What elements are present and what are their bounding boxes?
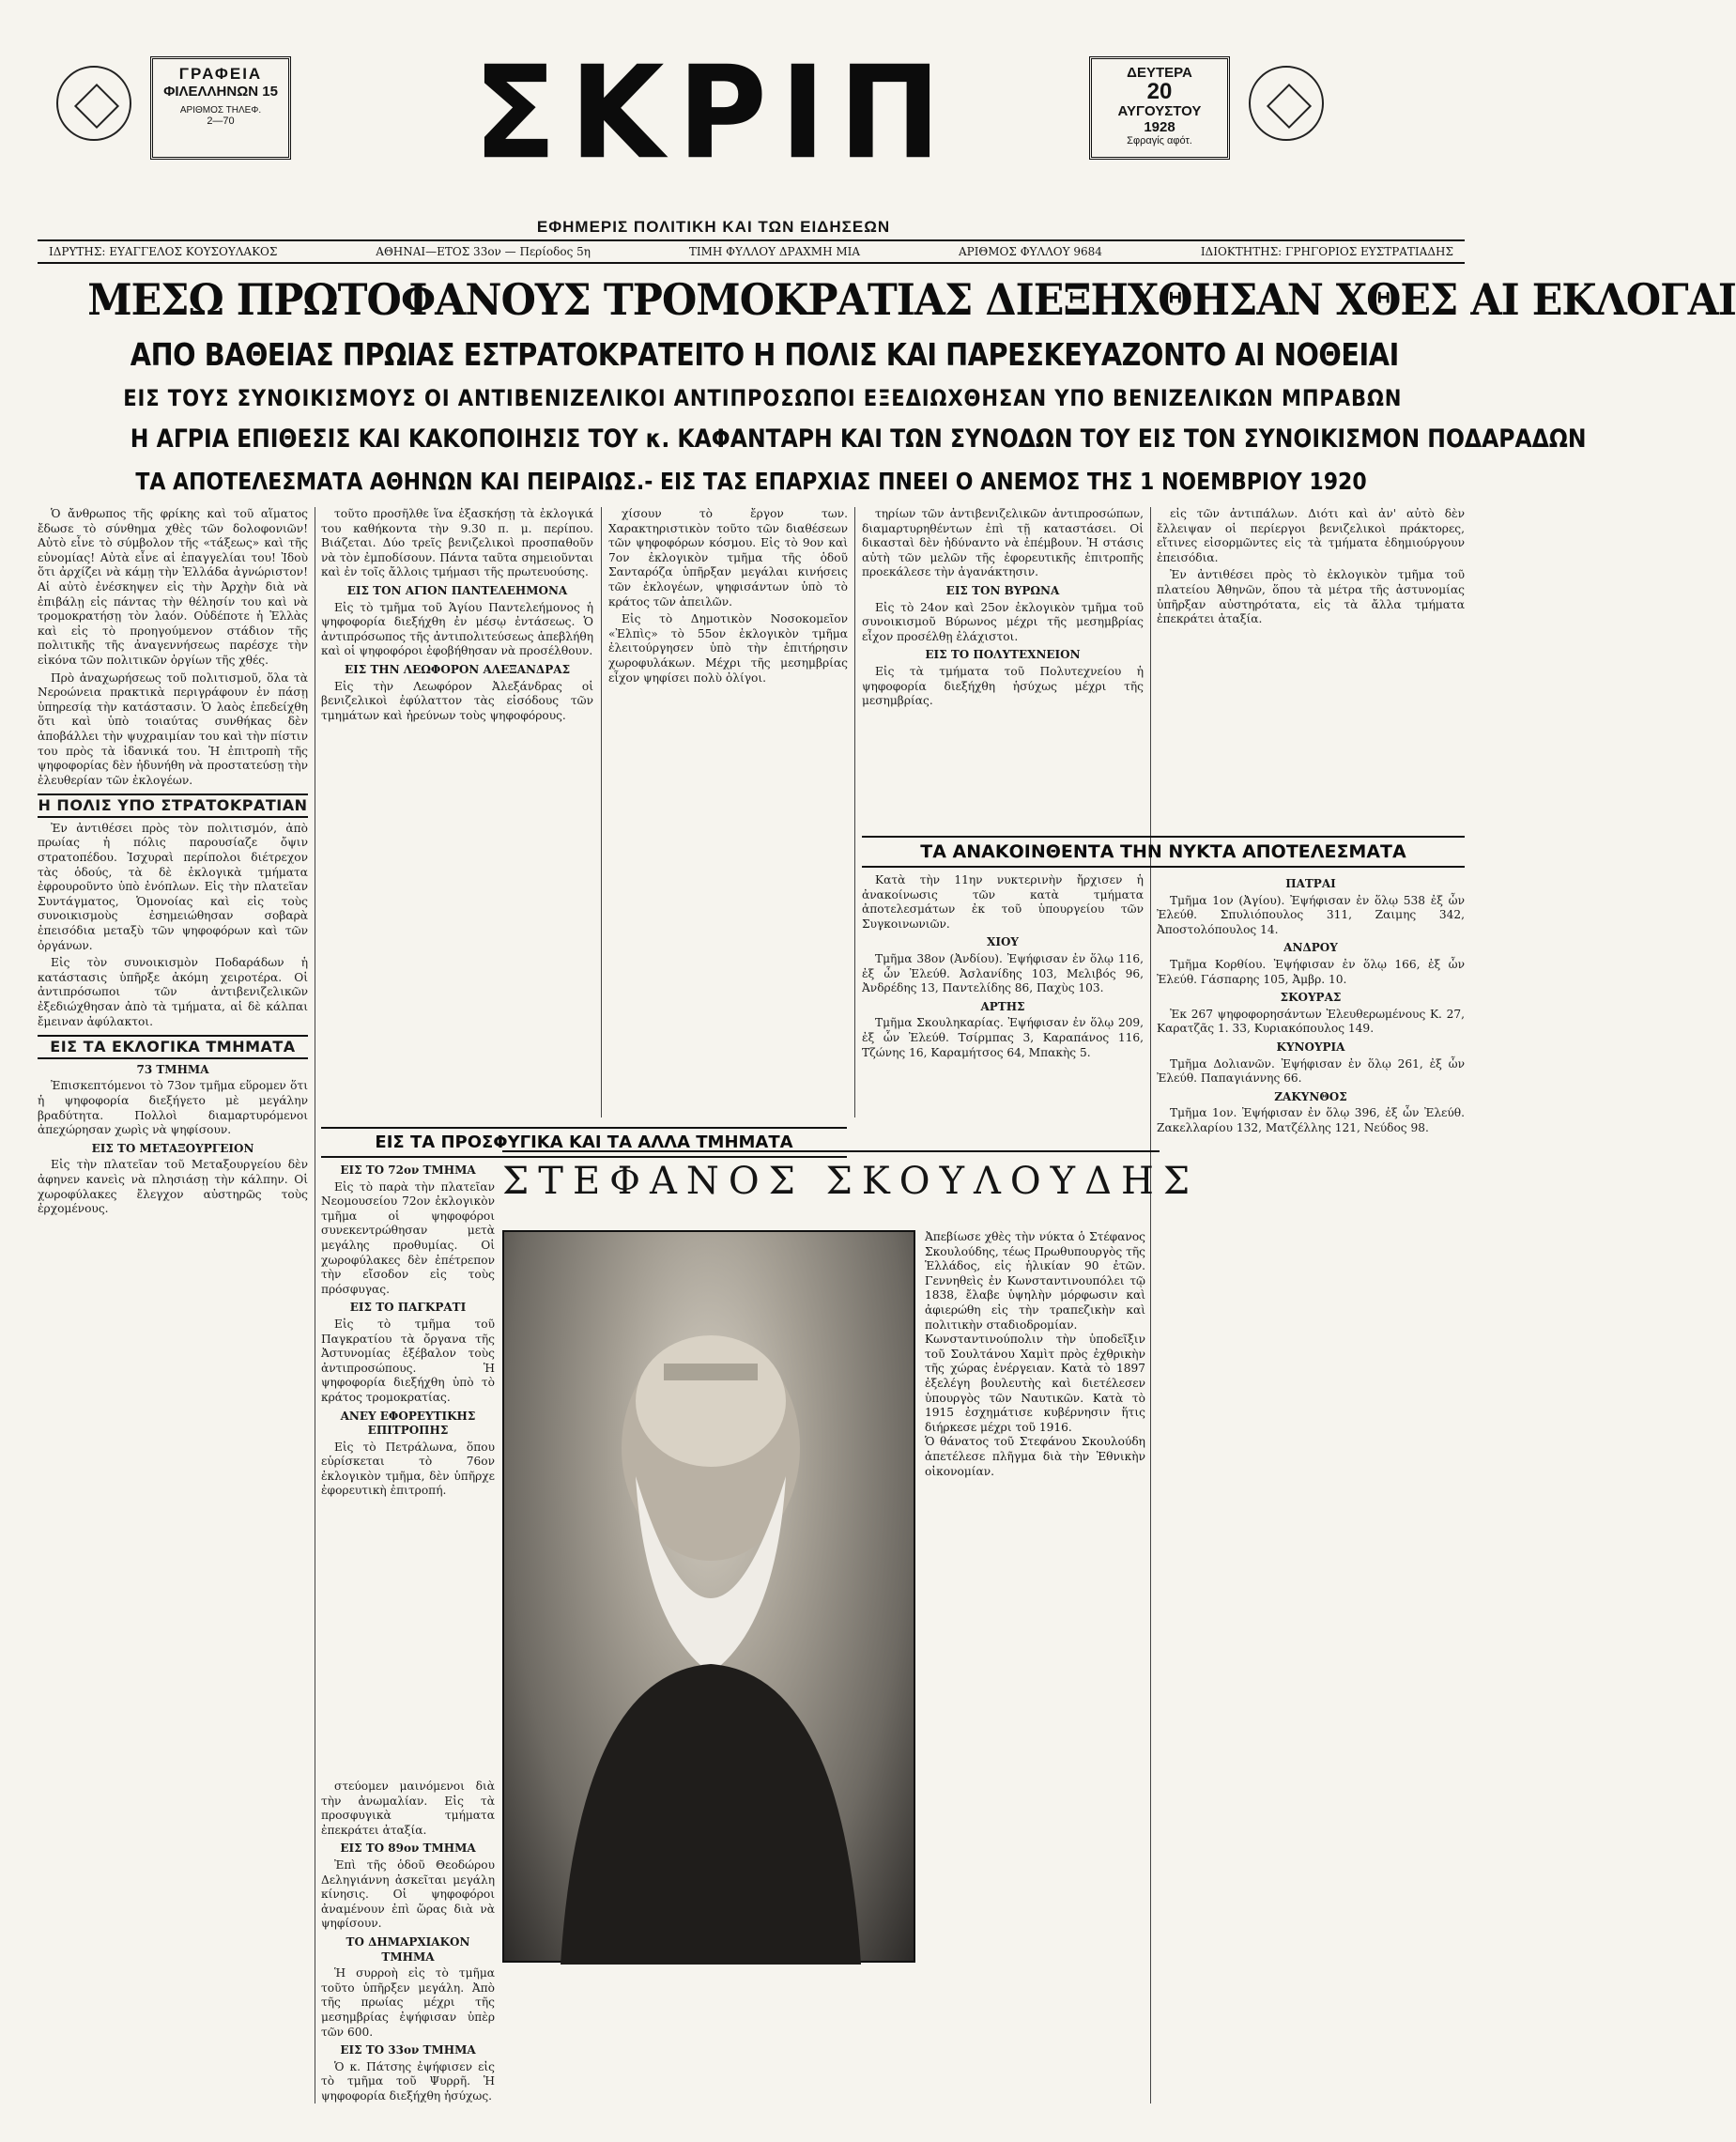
subheading: ΕΙΣ ΤΟ ΜΕΤΑΞΟΥΡΓΕΙΟΝ xyxy=(91,1141,254,1155)
newspaper-subtitle: ΕΦΗΜΕΡΙΣ ΠΟΛΙΤΙΚΗ ΚΑΙ ΤΩΝ ΕΙΔΗΣΕΩΝ xyxy=(536,218,891,236)
column-rule xyxy=(601,507,602,1117)
price: ΤΙΜΗ ΦΥΛΛΟΥ ΔΡΑΧΜΗ ΜΙΑ xyxy=(688,245,861,258)
article-text: εἰς τῶν ἀντιπάλων. Διότι καὶ ἀν' αὐτὸ δὲν ἔλλειψαν οἱ περίεργοι βενιζελικοὶ πράκτορες, εἴτινες εἰσορμῶντες εἰς τὰ τμήματα ἐδημιούργουν ἐπεισόδια. xyxy=(1157,507,1465,564)
results-text: Τμῆμα 1ον. Ἐψήφισαν ἐν ὅλῳ 396, ἐξ ὧν Ἐλεύθ. Ζακελλαρίου 132, Ματζέλλης 121, Νεύδος 98. xyxy=(1157,1106,1465,1134)
results-region: ΧΙΟΥ xyxy=(987,935,1019,949)
results-text: Κατὰ τὴν 11ην νυκτερινὴν ἤρχισεν ἡ ἀνακοίνωσις τῶν κατὰ τμήματα ἀποτελεσμάτων ἐκ τοῦ ὑπουργείου τῶν Συγκοινωνιῶν. xyxy=(862,873,1144,931)
results-text: Ἐκ 267 ψηφοφορησάντων Ἐλευθερωμένους Κ. 27, Καρατζᾶς 1. 33, Κυριακόπουλος 149. xyxy=(1157,1007,1465,1036)
column-2 xyxy=(321,507,593,1117)
results-text: Τμῆμα Σκουληκαρίας. Ἐψήφισαν ἐν ὅλῳ 209, ἐξ ὧν Ἐλεύθ. Τσίρμπας 3, Καραπάνος 116, Τζώνης 16, Καραμήτσος 64, Μπακὴς 5. xyxy=(862,1016,1144,1059)
info-bar xyxy=(38,239,1465,264)
article-text: Εἰς τὸ τμῆμα τοῦ Παγκρατίου τὰ ὄργανα τῆς Ἀστυνομίας ἐξέβαλον τοὺς ἀντιπροσώπους. Ἡ ψηφοφορία διεξήχθη ὑπὸ τὸ κράτος τρομοκρατίας. xyxy=(321,1317,495,1404)
phone-number: 2—70 xyxy=(207,116,235,127)
headline-4: Η ΑΓΡΙΑ ΕΠΙΘΕΣΙΣ ΚΑΙ ΚΑΚΟΠΟΙΗΣΙΣ ΤΟΥ κ. ΚΑΦΑΝΤΑΡΗ ΚΑΙ ΤΩΝ ΣΥΝΟΔΩΝ ΤΟΥ ΕΙΣ ΤΟΝ ΣΥΝΟΙΚΙΣΜΟΝ ΠΟΔΑΡΑΔΩΝ xyxy=(130,424,1587,454)
refugee-section-heading: ΕΙΣ ΤΑ ΠΡΟΣΦΥΓΙΚΑ ΚΑΙ ΤΑ ΑΛΛΑ ΤΜΗΜΑΤΑ xyxy=(321,1127,847,1158)
results-region: ΖΑΚΥΝΘΟΣ xyxy=(1274,1089,1347,1103)
results-text: Τμῆμα Κορθίου. Ἐψήφισαν ἐν ὅλῳ 166, ἐξ ὧν Ἐλεύθ. Γάσπαρης 105, Ἀμβρ. 10. xyxy=(1157,957,1465,986)
article-text: τοῦτο προσῆλθε ἵνα ἐξασκήσῃ τὰ ἐκλογικά του καθήκοντα τὴν 9.30 π. μ. περίπου. Βιάζεται. Δύο τρεῖς βενιζελικοὶ προσπαθοῦν νὰ τὸν ἐμποδίσουν. Πάντα ταῦτα σημειοῦνται καὶ ἐν τοῖς ἄλλοις τμήμασι τῆς πρωτευούσης. xyxy=(321,507,593,579)
subheading: ΕΙΣ ΤΟ ΠΟΛΥΤΕΧΝΕΙΟΝ xyxy=(925,648,1081,662)
headline-5: ΤΑ ΑΠΟΤΕΛΕΣΜΑΤΑ ΑΘΗΝΩΝ ΚΑΙ ΠΕΙΡΑΙΩΣ.- ΕΙΣ ΤΑΣ ΕΠΑΡΧΙΑΣ ΠΝΕΕΙ Ο ΑΝΕΜΟΣ ΤΗΣ 1 ΝΟΕΜΒΡΙΟΥ 1920 xyxy=(135,468,1367,495)
newspaper-title: ΣΚΡΙΠ xyxy=(473,38,954,188)
column-3 xyxy=(608,507,848,1117)
article-text: Ἐπισκεπτόμενοι τὸ 73ον τμῆμα εὕρομεν ὅτι ἡ ψηφοφορία διεξήγετο μὲ μεγάλην βραδύτητα. Πολλοὶ διαμαρτυρόμενοι ἀπεχώρησαν χωρὶς νὰ ψηφίσουν. xyxy=(38,1079,308,1137)
date-box xyxy=(1089,56,1230,160)
column-rule xyxy=(854,507,855,1117)
section-heading: Η ΠΟΛΙΣ ΥΠΟ ΣΤΡΑΤΟΚΡΑΤΙΑΝ xyxy=(38,794,308,818)
obituary-column xyxy=(925,1230,1145,1963)
article-text: τηρίων τῶν ἀντιβενιζελικῶν ἀντιπροσώπων, διαμαρτυρηθέντων ἐπὶ τῇ καταστάσει. Οἱ δικασταὶ δὲν ἠδύναντο νὰ ἐπέμβουν. Ἡ στάσις αὐτὴ τῶν μελῶν τῆς ἐφορευτικῆς ἐπιτροπῆς προεκάλεσε τὴν ἀγανάκτησιν. xyxy=(862,507,1144,579)
column-5 xyxy=(1157,507,1465,826)
office-address: ΦΙΛΕΛΛΗΝΩΝ 15 xyxy=(163,84,278,100)
results-text: Τμῆμα 38ον (Ἀνδίου). Ἐψήφισαν ἐν ὅλῳ 116, ἐξ ὧν Ἐλεύθ. Ἀσλανίδης 103, Μελιβός 96, Ἀνδρέδης 13, Παντελίδης 86, Παχὺς 103. xyxy=(862,951,1144,995)
article-text: Εἰς τὸ Δημοτικὸν Νοσοκομεῖον «Ἐλπὶς» τὸ 55ον ἐκλογικὸν τμῆμα ἐλειτούργησεν ὑπὸ τὴν ἐπιτήρησιν χωροφυλάκων. Μέχρι τῆς μεσημβρίας εἶχον ψηφίσει πολὺ ὀλίγοι. xyxy=(608,612,848,685)
subheading: ΕΙΣ ΤΟ 72ον ΤΜΗΜΑ xyxy=(340,1163,476,1177)
article-text: Εἰς τὴν Λεωφόρον Ἀλεξάνδρας οἱ βενιζελικοὶ ἐφύλαττον τὰς εἰσόδους τῶν τμημάτων καὶ ἠρεύνων τοὺς ψηφοφόρους. xyxy=(321,679,593,722)
subheading: ΤΟ ΔΗΜΑΡΧΙΑΚΟΝ ΤΜΗΜΑ xyxy=(346,1934,470,1964)
office-box xyxy=(150,56,291,160)
results-column-right xyxy=(1157,873,1465,2103)
article-text: Ἐπὶ τῆς ὁδοῦ Θεοδώρου Δεληγιάννη ἀσκεῖται μεγάλη κίνησις. Οἱ ψηφοφόροι ἀναμένουν ἐπὶ ὥρας διὰ νὰ ψηφίσουν. xyxy=(321,1857,495,1931)
article-text: Εἰς τὰ τμήματα τοῦ Πολυτεχνείου ἡ ψηφοφορία διεξήχθη ἡσύχως μέχρι τῆς μεσημβρίας. xyxy=(862,664,1144,708)
article-text: Ἐν ἀντιθέσει πρὸς τὸν πολιτισμόν, ἀπὸ πρωίας ἡ πόλις παρουσίαζε ὄψιν στρατοπέδου. Ἰσχυραὶ περίπολοι διέτρεχον τὰς ὁδούς, τὰ δὲ ἐκλογικὰ τμήματα ἐφρουροῦντο ὑπὸ ἐνόπλων. Εἰς τὴν πλατεῖαν Συντάγματος, Ὁμονοίας καὶ εἰς τοὺς συνοικισμοὺς ἐσημειώθησαν σοβαρὰ ἐπεισόδια μεταξὺ τῶν ψηφοφόρων καὶ τῶν ὀργάνων. xyxy=(38,821,308,952)
portrait-photo xyxy=(502,1230,915,1963)
owner: ΙΔΙΟΚΤΗΤΗΣ: ΓΡΗΓΟΡΙΟΣ ΕΥΣΤΡΑΤΙΑΔΗΣ xyxy=(1200,245,1453,258)
article-text: στεύομεν μαινόμενοι διὰ τὴν ἀνωμαλίαν. Εἰς τὰ προσφυγικὰ τμήματα ἐπεκράτει ἀταξία. xyxy=(321,1780,495,1837)
obituary-title: ΣΤΕΦΑΝΟΣ ΣΚΟΥΛΟΥΔΗΣ xyxy=(502,1150,1160,1203)
date-day: 20 xyxy=(1146,79,1173,104)
article-text: Εἰς τὸ Πετράλωνα, ὅπου εὑρίσκεται τὸ 76ον ἐκλογικὸν τμῆμα, δὲν ὑπῆρχε ἐφορευτικὴ ἐπιτροπή. xyxy=(321,1440,495,1498)
results-region: ΠΑΤΡΑΙ xyxy=(1285,877,1336,890)
article-text: χίσουν τὸ ἔργον των. Χαρακτηριστικὸν τοῦτο τῶν διαθέσεων τῶν ψηφοφόρων κόσμου. Εἰς τὸ 9ον καὶ 7ον ἐκλογικὸν τμῆμα τῆς ὁδοῦ Σανταρόζα ὑπῆρξαν μεγάλαι κινήσεις τῶν ἐκλογέων, ψηφισάντων ὑπὸ τὸ κράτος τῶν ἀπειλῶν. xyxy=(608,507,848,609)
article-text: Ὁ ἄνθρωπος τῆς φρίκης καὶ τοῦ αἵματος ἔδωσε τὸ σύνθημα χθὲς τῶν δολοφονιῶν! Αὐτὸ εἶνε τὸ σύμβολον τῆς «τάξεως» καὶ τῆς εὐνομίας! Αὐτὰ εἶνε αἱ ἐπαγγελίαι του! Ἰδοὺ ὅτι ἀρχίζει νὰ κάμῃ τὴν Ἑλλάδα ἀγνώριστον! Αἱ αὐτὸ ἐνέσκηψεν εἰς τὴν Ἀρχὴν διὰ νὰ ἐπιβάλῃ εἰς πάντας τὴν θέλησίν του καὶ νὰ τρομοκρατήσῃ τὸν λαόν. Οὐδέποτε ἡ Ἑλλὰς καὶ εἰς τὸ προηγούμενον στάδιον τῆς πολιτικῆς τῆς ἀναγεννήσεως παρέσχε τὴν εἰκόνα τῶν πολιτικῶν ὀργίων τῆς χθές. xyxy=(38,507,308,667)
issue-number: ΑΡΙΘΜΟΣ ΦΥΛΛΟΥ 9684 xyxy=(958,245,1102,258)
article-text: Εἰς τὸ παρὰ τὴν πλατεῖαν Νεομουσείου 72ον ἐκλογικὸν τμῆμα οἱ ψηφοφόροι συνεκεντρώθησαν μετὰ μεγάλης προθυμίας. Οἱ χωροφύλακες δὲν ἐπέτρεπον τὴν εἴσοδον εἰς τοὺς πρόσφυγας. xyxy=(321,1179,495,1296)
lower-middle-column xyxy=(321,1780,495,2108)
date-year: 1928 xyxy=(1144,119,1175,135)
results-column-left xyxy=(862,873,1144,1146)
subheading: ΕΙΣ ΤΟΝ ΒΥΡΩΝΑ xyxy=(945,583,1060,597)
date-month: ΑΥΓΟΥΣΤΟΥ xyxy=(1117,103,1202,119)
subheading: ΕΙΣ ΤΟ 89ον ΤΜΗΜΑ xyxy=(340,1842,476,1856)
subheading: ΕΙΣ ΤΟ ΠΑΓΚΡΑΤΙ xyxy=(349,1301,467,1315)
subheading: ΕΙΣ ΤΟ 33ον ΤΜΗΜΑ xyxy=(340,2043,476,2057)
article-text: Εἰς τὴν πλατεῖαν τοῦ Μεταξουργείου δὲν ἀφηνεν κανεὶς νὰ πλησιάσῃ τὴν κάλπην. Οἱ χωροφύλακες ἔλεγχον αὐστηρῶς τοὺς ἐρχομένους. xyxy=(38,1158,308,1216)
headline-3: ΕΙΣ ΤΟΥΣ ΣΥΝΟΙΚΙΣΜΟΥΣ ΟΙ ΑΝΤΙΒΕΝΙΖΕΛΙΚΟΙ ΑΝΤΙΠΡΟΣΩΠΟΙ ΕΞΕΔΙΩΧΘΗΣΑΝ ΥΠΟ ΒΕΝΙΖΕΛΙΚΩΝ ΜΠΡΑΒΩΝ xyxy=(123,385,1403,411)
subheading: ΕΙΣ ΤΗΝ ΛΕΩΦΟΡΟΝ ΑΛΕΞΑΝΔΡΑΣ xyxy=(344,662,571,676)
ornament-right-icon xyxy=(1249,66,1324,141)
subheading: 73 ΤΜΗΜΑ xyxy=(136,1062,209,1076)
ornament-left-icon xyxy=(56,66,131,141)
obituary-text: Κωνσταντινούπολιν τὴν ὑποδεῖξιν τοῦ Σουλτάνου Χαμὶτ πρὸς ἐχθρικὴν τῆς χώρας ἐνέργειαν. Κατὰ τὸ 1897 ἐξελέγη βουλευτὴς καὶ διετέλεσεν ὑπουργὸς τῶν Ναυτικῶν. Κατὰ τὸ 1915 ἐσχημάτισε κυβέρνησιν ἥτις διήρκεσε μέχρι τοῦ 1916. xyxy=(925,1333,1145,1434)
phone-label: ΑΡΙΘΜΟΣ ΤΗΛΕΦ. xyxy=(179,105,262,116)
article-text: Ἐν ἀντιθέσει πρὸς τὸ ἐκλογικὸν τμῆμα τοῦ πλατείου Ἀθηνῶν, ὅπου τὰ μέτρα τῆς ἀστυνομίας ὑπῆρξαν αὐστηρότατα, εἰς τὰ ἄλλα τμήματα ἐπεκράτει ἀταξία. xyxy=(1157,568,1465,626)
subheading: ΑΝΕΥ ΕΦΟΡΕΥΤΙΚΗΣ ΕΠΙΤΡΟΠΗΣ xyxy=(340,1409,476,1438)
column-4 xyxy=(862,507,1144,826)
results-region: ΑΡΤΗΣ xyxy=(980,999,1025,1013)
results-region: ΚΥΝΟΥΡΙΑ xyxy=(1276,1040,1345,1054)
section-heading: ΕΙΣ ΤΑ ΕΚΛΟΓΙΚΑ ΤΜΗΜΑΤΑ xyxy=(38,1035,308,1059)
article-text: Ὁ κ. Πάτσης ἐψήφισεν εἰς τὸ τμῆμα τοῦ Ψυρρῆ. Ἡ ψηφοφορία διεξήχθη ἡσύχως. xyxy=(321,2059,495,2103)
article-text: Εἰς τὸ τμῆμα τοῦ Ἁγίου Παντελεήμονος ἡ ψηφοφορία διεξήχθη ἐν μέσῳ ἐντάσεως. Ὁ ἀντιπρόσωπος τῆς ἀντιπολιτεύσεως ἀπεβλήθη καὶ οἱ ψηφοφόροι ἐφοβήθησαν νὰ προσέλθουν. xyxy=(321,600,593,658)
office-label: ΓΡΑΦΕΙΑ xyxy=(178,65,263,83)
obituary-text: Ἀπεβίωσε χθὲς τὴν νύκτα ὁ Στέφανος Σκουλούδης, τέως Πρωθυπουργὸς τῆς Ἑλλάδος, εἰς ἡλικίαν 90 ἐτῶν. Γεννηθεὶς ἐν Κωνσταντινουπόλει τῷ 1838, ἔλαβε ὑψηλὴν μόρφωσιν καὶ ἀφιερώθη εἰς τὴν τραπεζικὴν καὶ πολιτικὴν σταδιοδρομίαν. xyxy=(925,1230,1145,1332)
article-text: Ἡ συρροὴ εἰς τὸ τμῆμα τοῦτο ὑπῆρξεν μεγάλη. Ἀπὸ τῆς πρωίας μέχρι τῆς μεσημβρίας ἐψήφισαν ὑπὲρ τῶν 600. xyxy=(321,1966,495,2039)
results-region: ΑΝΔΡΟΥ xyxy=(1283,941,1338,955)
place-year: ΑΘΗΝΑΙ—ΕΤΟΣ 33ον — Περίοδος 5η xyxy=(376,245,591,258)
headline-2: ΑΠΟ ΒΑΘΕΙΑΣ ΠΡΩΙΑΣ ΕΣΤΡΑΤΟΚΡΑΤΕΙΤΟ Η ΠΟΛΙΣ ΚΑΙ ΠΑΡΕΣΚΕΥΑΖΟΝΤΟ ΑΙ ΝΟΘΕΙΑΙ xyxy=(130,336,1399,373)
column-rule xyxy=(1150,507,1151,2103)
results-region: ΣΚΟΥΡΑΣ xyxy=(1280,991,1342,1005)
weekday: ΔΕΥΤΕΡΑ xyxy=(1127,65,1192,81)
results-heading: ΤΑ ΑΝΑΚΟΙΝΘΕΝΤΑ ΤΗΝ ΝΥΚΤΑ ΑΠΟΤΕΛΕΣΜΑΤΑ xyxy=(862,836,1465,868)
subheading: ΕΙΣ ΤΟΝ ΑΓΙΟΝ ΠΑΝΤΕΛΕΗΜΟΝΑ xyxy=(346,583,568,597)
column-1 xyxy=(38,507,308,2103)
obituary-text: Ὁ θάνατος τοῦ Στεφάνου Σκουλούδη ἀπετέλεσε πλῆγμα διὰ τὴν Ἐθνικὴν οἰκονομίαν. xyxy=(925,1435,1145,1478)
results-text: Τμῆμα Δολιανῶν. Ἐψήφισαν ἐν ὅλῳ 261, ἐξ ὧν Ἐλεύθ. Παπαγιάννης 66. xyxy=(1157,1056,1465,1086)
article-text: Εἰς τὸ 24ον καὶ 25ον ἐκλογικὸν τμῆμα τοῦ συνοικισμοῦ Βύρωνος μέχρι τῆς μεσημβρίας εἶχον προσέλθῃ ἐλάχιστοι. xyxy=(862,600,1144,643)
headline-main: ΜΕΣΩ ΠΡΩΤΟΦΑΝΟΥΣ ΤΡΟΜΟΚΡΑΤΙΑΣ ΔΙΕΞΗΧΘΗΣΑΝ ΧΘΕΣ ΑΙ ΕΚΛΟΓΑΙ xyxy=(87,274,1736,325)
edition-note: Σφραγίς αφότ. xyxy=(1127,135,1192,146)
founder: ΙΔΡΥΤΗΣ: ΕΥΑΓΓΕΛΟΣ ΚΟΥΣΟΥΛΑΚΟΣ xyxy=(49,245,278,258)
article-text: Εἰς τὸν συνοικισμὸν Ποδαράδων ἡ κατάστασις ὑπῆρξε ἀκόμη χειροτέρα. Οἱ ἀντιπρόσωποι τῶν ἀντιβενιζελικῶν ἐξεδιώχθησαν ἀπὸ τὰ τμήματα, αἱ δὲ κάλπαι ἔμειναν ἀφύλακτοι. xyxy=(38,956,308,1028)
results-text: Τμῆμα 1ον (Ἀγίου). Ἐψήφισαν ἐν ὅλῳ 538 ἐξ ὧν Ἐλεύθ. Σπυλιόπουλος 311, Ζαιμης 342, Ἀποστολόπουλος 14. xyxy=(1157,893,1465,936)
portrait-figure-icon xyxy=(504,1232,917,1965)
article-text: Πρὸ ἀναχωρήσεως τοῦ πολιτισμοῦ, ὅλα τὰ Νεροώνεια πρακτικὰ περιγράφουν ἐν πάσῃ ὑπηρεσίᾳ τὴν κατάστασιν. Ὁ λαὸς ἐπεδείχθη ὅτι καὶ ὑπὸ τοιαύτας συνθήκας δὲν ἀποβάλλει τὴν ψυχραιμίαν του καὶ τὴν πίστιν του πρὸς τὰ ἰδανικά του. Ἡ ἐπιτροπὴ τῆς ψηφοφορίας δὲν ἠδυνήθη νὰ προστατεύσῃ τὴν ἐλευθερίαν τῶν ἐκλογέων. xyxy=(38,670,308,787)
